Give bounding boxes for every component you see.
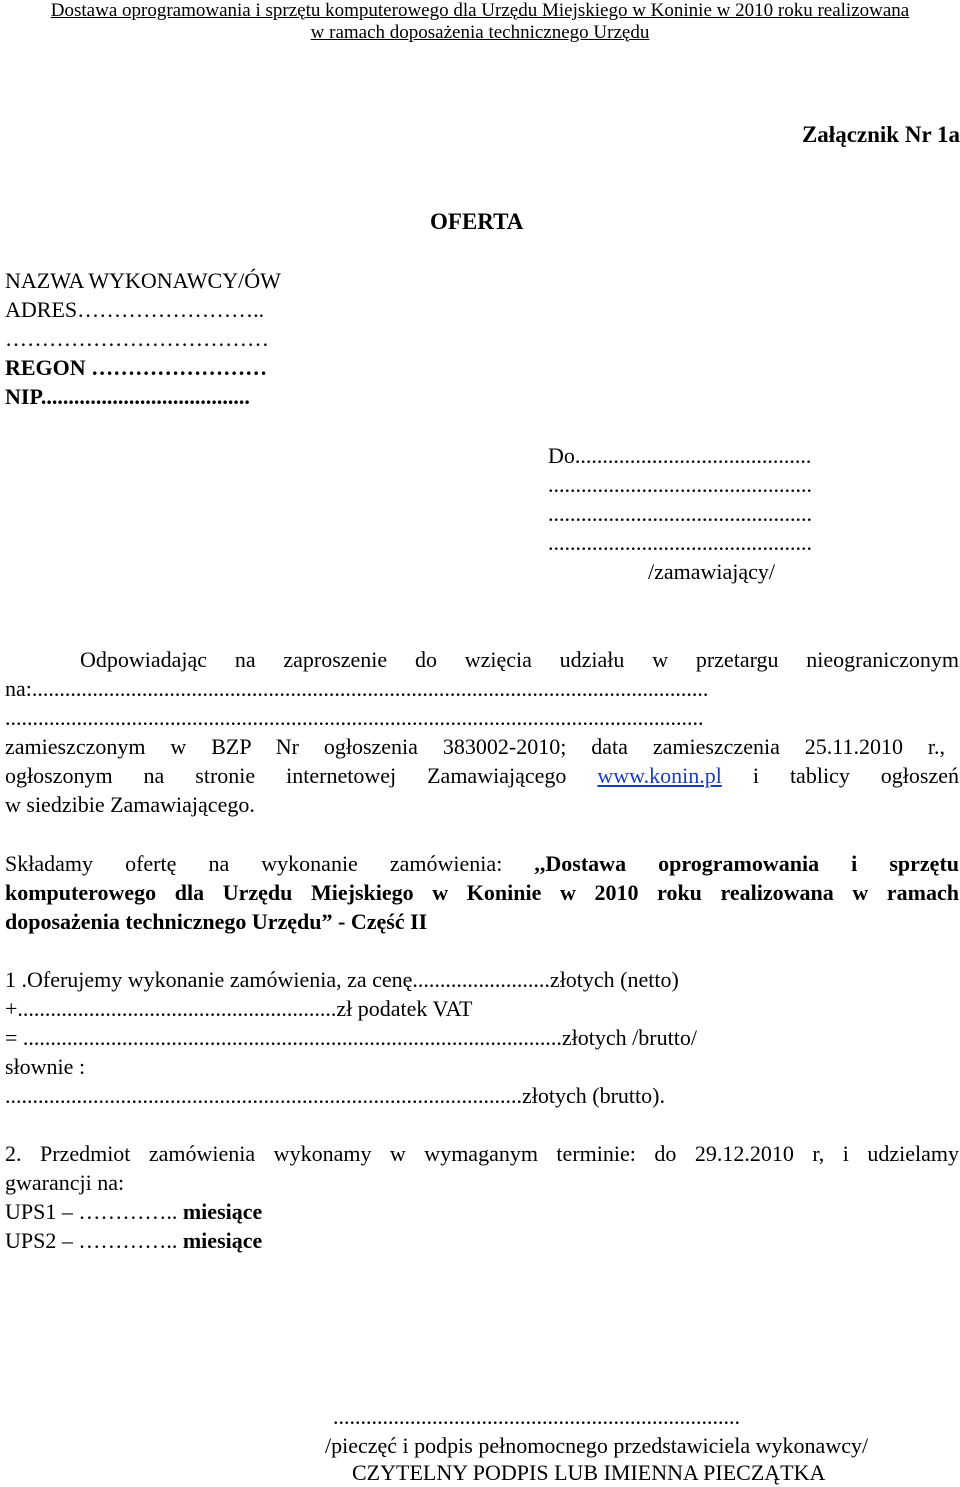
recipient-line: ................................................: [548, 501, 812, 526]
intro-line: Odpowiadając na zaproszenie do wzięcia udziału w przetargu nieograniczonym: [80, 647, 959, 672]
price-words-label: słownie :: [5, 1054, 86, 1079]
recipient-line: ................................................: [548, 530, 812, 555]
ups2-warranty: [5, 1226, 262, 1255]
contractor-name-label: NAZWA WYKONAWCY/ÓW: [5, 268, 281, 293]
intro-line: na:...........................................................................................................................: [5, 676, 709, 701]
price-vat: +..........................................................zł podatek VAT: [5, 996, 473, 1021]
signature-dots: ..........................................................................: [333, 1404, 740, 1429]
recipient-line: Do...........................................: [548, 443, 812, 468]
document-header: [0, 0, 960, 22]
document-header-cont: [0, 22, 960, 44]
offer-text: Składamy ofertę na wykonanie zamówienia:: [5, 851, 503, 876]
signature-caption: /pieczęć i podpis pełnomocnego przedstawiciela wykonawcy/: [325, 1433, 869, 1458]
offer-line: [5, 849, 959, 878]
intro-line-with-link: [5, 761, 959, 790]
offer-line: komputerowego dla Urzędu Miejskiego w Koninie w 2010 roku realizowana w ramach: [5, 880, 959, 905]
ups1-warranty: [5, 1197, 262, 1226]
price-net: 1 .Oferujemy wykonanie zamówienia, za cenę.........................złotych (netto): [5, 967, 679, 992]
contractor-address: ADRES……………………..: [5, 297, 265, 322]
intro-line: zamieszczonym w BZP Nr ogłoszenia 383002-2010; data zamieszczenia 25.11.2010 r.,: [5, 734, 945, 759]
offer-subject: ,,Dostawa oprogramowania i sprzętu: [534, 851, 960, 876]
intro-line: ...............................................................................................................................: [5, 705, 704, 730]
recipient-role: /zamawiający/: [648, 559, 776, 584]
website-link[interactable]: www.konin.pl: [597, 763, 722, 788]
contractor-regon: REGON ……………………: [5, 355, 268, 380]
intro-line: w siedzibie Zamawiającego.: [5, 792, 255, 817]
page-title: OFERTA: [430, 209, 524, 234]
header-line-1: Dostawa oprogramowania i sprzętu komputerowego dla Urzędu Miejskiego w Koninie w 2010 roku realizowana: [50, 0, 910, 21]
intro-text: i tablicy ogłoszeń: [752, 763, 960, 788]
term-line: 2. Przedmiot zamówienia wykonamy w wymaganym terminie: do 29.12.2010 r, i udzielamy: [5, 1141, 959, 1166]
price-words: ..............................................................................................złotych (brutto).: [5, 1083, 665, 1108]
header-line-2: w ramach doposażenia technicznego Urzędu: [310, 22, 650, 43]
annex-label: Załącznik Nr 1a: [801, 122, 960, 147]
offer-line: doposażenia technicznego Urzędu” - Część II: [5, 909, 428, 934]
recipient-line: ................................................: [548, 472, 812, 497]
intro-text: ogłoszonym na stronie internetowej Zamawiającego: [5, 763, 567, 788]
ups1-unit: miesiące: [182, 1199, 263, 1224]
ups2-unit: miesiące: [182, 1228, 263, 1253]
ups1-label: UPS1 – …………..: [5, 1199, 178, 1224]
ups2-label: UPS2 – …………..: [5, 1228, 178, 1253]
term-line: gwarancji na:: [5, 1170, 125, 1195]
contractor-nip: NIP......................................: [5, 384, 250, 409]
price-gross: = ..................................................................................................złotych /brutto/: [5, 1025, 697, 1050]
contractor-address-cont: ………………………………: [5, 326, 269, 351]
signature-note: CZYTELNY PODPIS LUB IMIENNA PIECZĄTKA: [352, 1460, 826, 1485]
